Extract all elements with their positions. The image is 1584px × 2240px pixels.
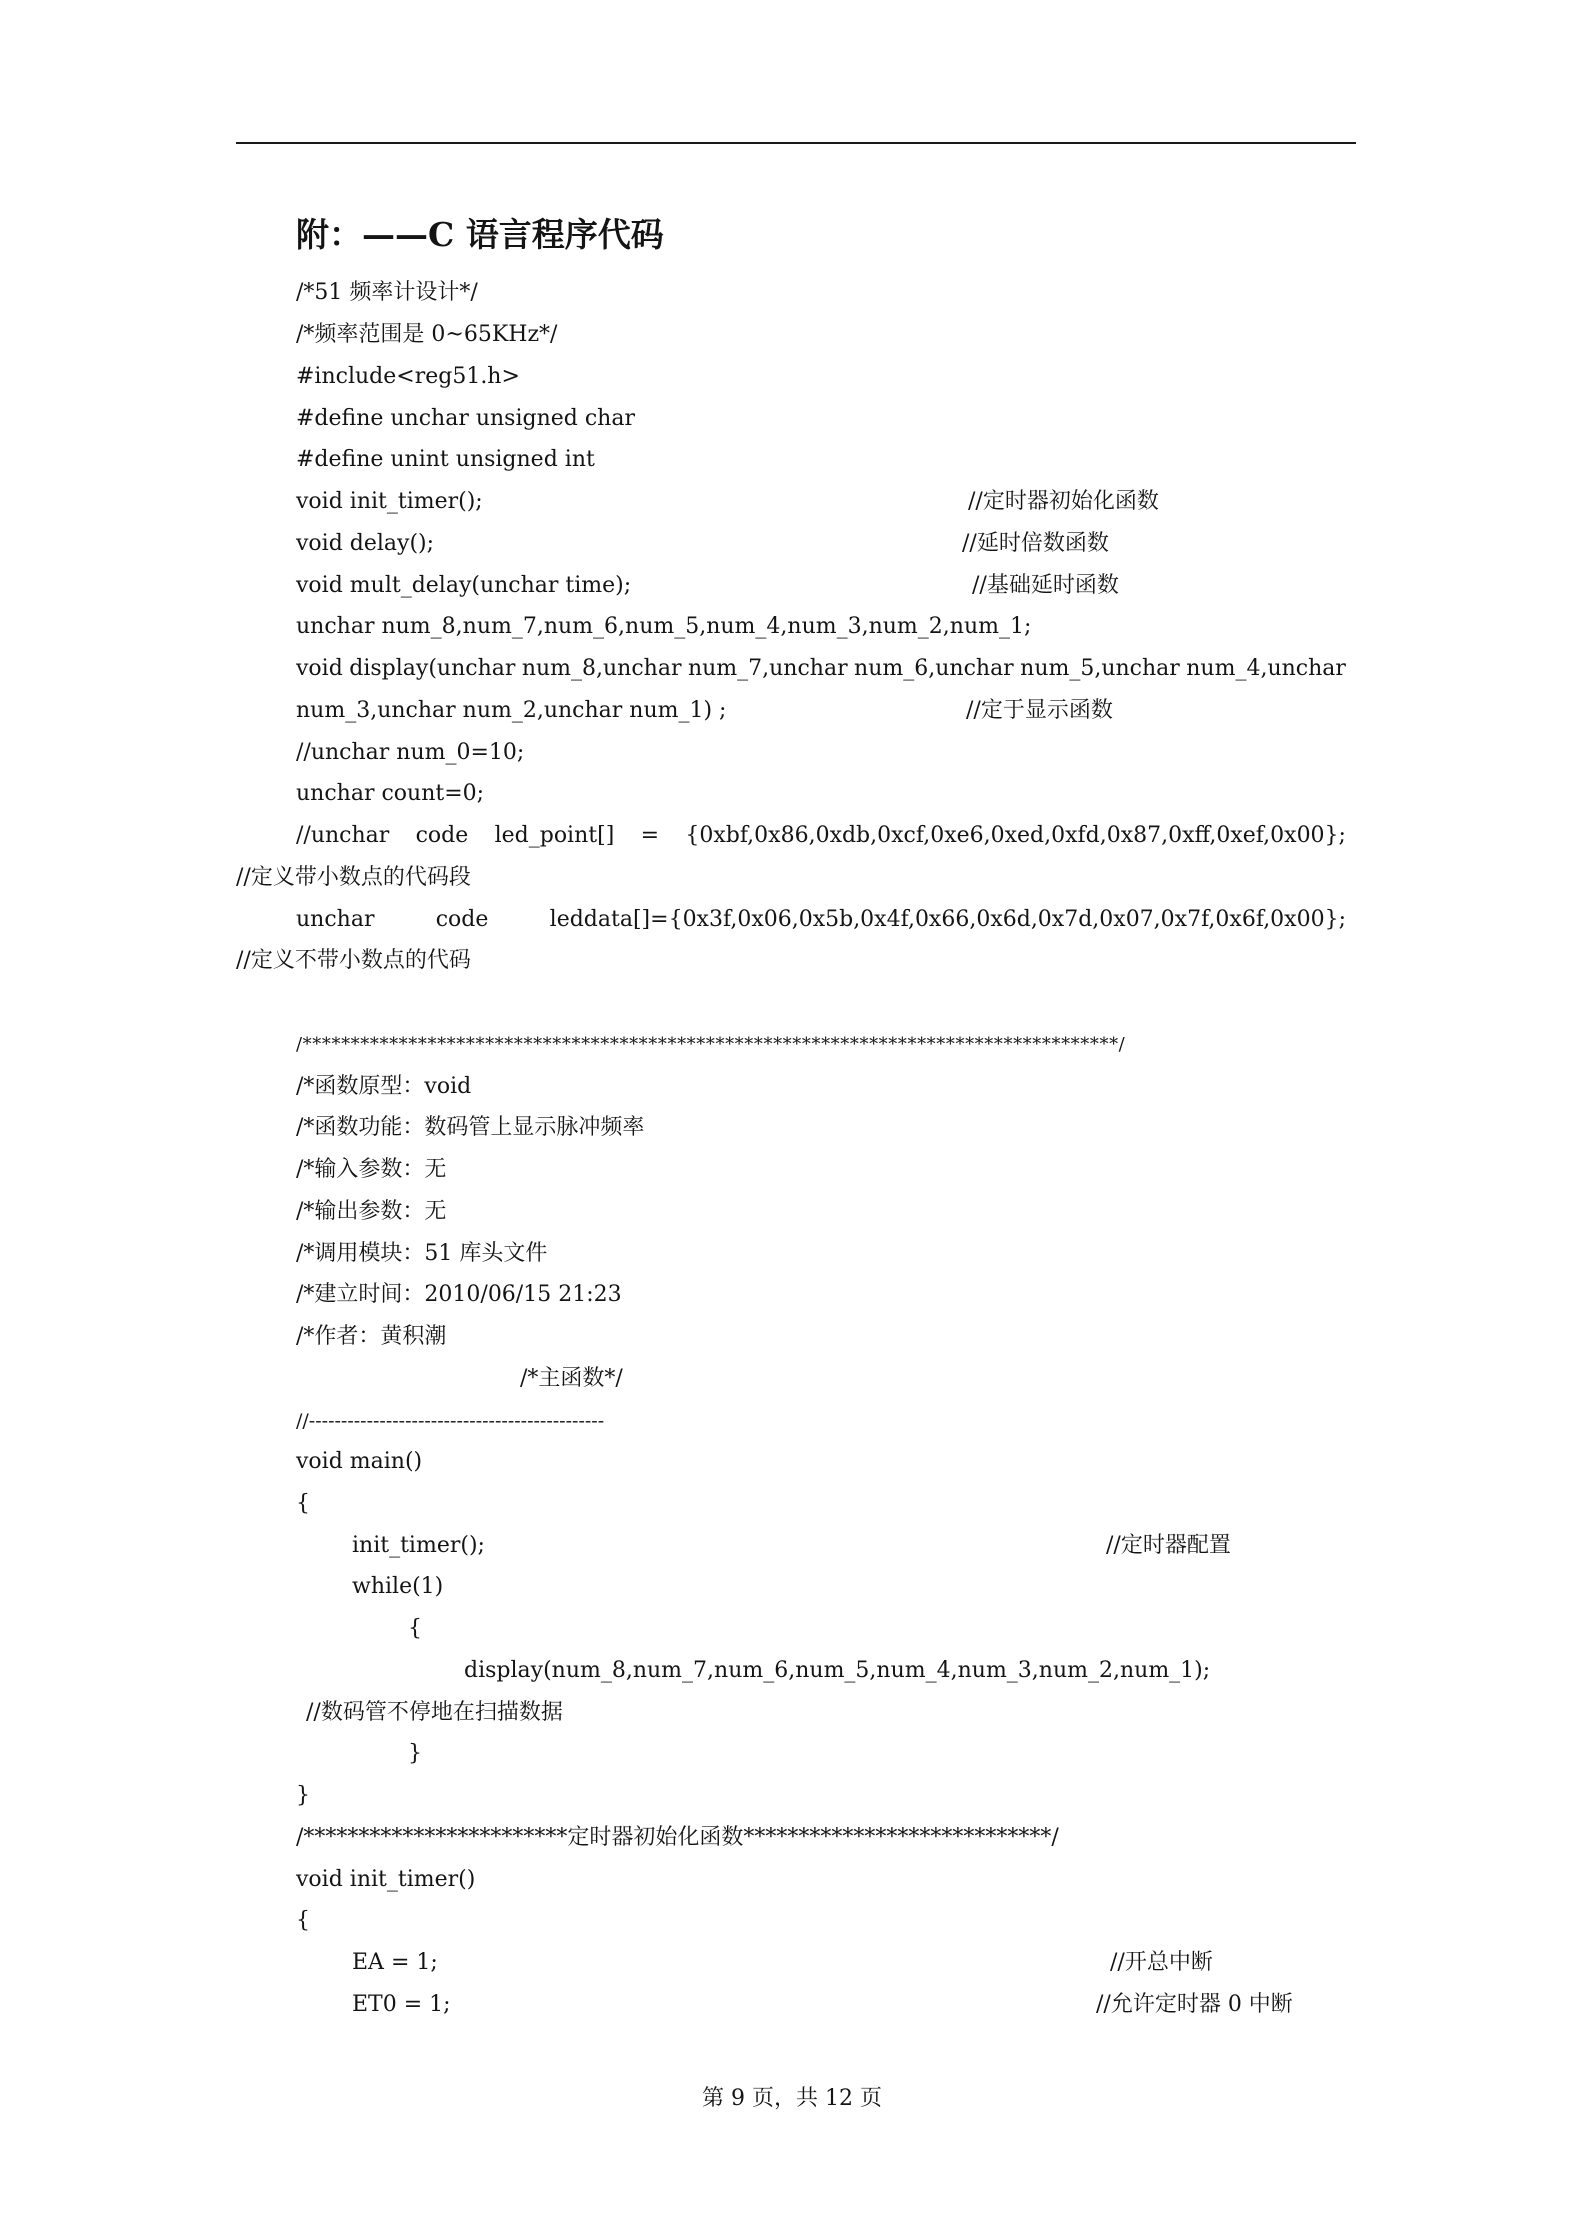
code-line: //unchar num_0=10; — [296, 740, 525, 765]
code-line: /*输出参数：无 — [296, 1199, 447, 1224]
code-line: /*51 频率计设计*/ — [296, 280, 478, 305]
code-line-justified — [296, 652, 1346, 686]
code-line: } — [408, 1741, 422, 1766]
code-line: { — [408, 1616, 422, 1641]
code-line: void mult_delay(unchar time); — [296, 573, 632, 598]
code-line: /*建立时间：2010/06/15 21:23 — [296, 1282, 622, 1307]
code-line: unchar num_8,num_7,num_6,num_5,num_4,num_3,num_2,num_1; — [296, 614, 1032, 639]
code-line: /*主函数*/ — [520, 1366, 623, 1391]
code-line: num_3,unchar num_2,unchar num_1) ; — [296, 698, 727, 723]
code-comment: //开总中断 — [1110, 1950, 1213, 1975]
page-number: 第 9 页，共 12 页 — [702, 2086, 882, 2111]
code-line-justified — [296, 903, 1346, 937]
comment-divider: /*************************************************************************************/ — [296, 1034, 1126, 1055]
code-token: void — [296, 656, 343, 681]
code-line: { — [296, 1491, 310, 1516]
code-token: num_8,unchar — [521, 656, 682, 681]
comment-divider: /************************定时器初始化函数****************************/ — [296, 1825, 1059, 1850]
code-line: ET0 = 1; — [352, 1992, 451, 2017]
code-token: {0xbf,0x86,0xdb,0xcf,0xe6,0xed,0xfd,0x87,0xff,0xef,0x00}; — [685, 823, 1346, 848]
code-line: /*函数原型：void — [296, 1074, 472, 1099]
code-token: //unchar — [296, 823, 390, 848]
code-token: led_point[] — [494, 823, 615, 848]
code-token: code — [415, 823, 469, 848]
code-line: /*调用模块：51 库头文件 — [296, 1241, 548, 1266]
code-line: #include<reg51.h> — [296, 364, 520, 389]
code-line: unchar count=0; — [296, 781, 485, 806]
code-line: void main() — [296, 1449, 423, 1474]
code-comment: //定义带小数点的代码段 — [236, 865, 471, 890]
code-line: EA = 1; — [352, 1950, 438, 1975]
code-token: num_6,unchar — [854, 656, 1014, 681]
code-token: num_5,unchar — [1020, 656, 1180, 681]
code-token: = — [640, 823, 660, 848]
code-line: void delay(); — [296, 531, 435, 556]
code-comment: //基础延时函数 — [972, 573, 1119, 598]
code-token: num_4,unchar — [1186, 656, 1346, 681]
comment-divider: //---------------------------------------------- — [296, 1410, 605, 1432]
code-token: leddata[]={0x3f,0x06,0x5b,0x4f,0x66,0x6d,0x7d,0x07,0x7f,0x6f,0x00}; — [549, 907, 1346, 932]
code-line: #define unchar unsigned char — [296, 406, 635, 431]
code-comment: //数码管不停地在扫描数据 — [306, 1700, 563, 1725]
code-line: void init_timer(); — [296, 489, 483, 514]
code-line: /*输入参数：无 — [296, 1157, 447, 1182]
code-token: display(unchar — [349, 656, 516, 681]
code-line: } — [296, 1783, 310, 1808]
page-title: 附：——C 语言程序代码 — [296, 215, 664, 254]
code-line: /*作者：黄积潮 — [296, 1324, 447, 1349]
code-comment: //延时倍数函数 — [962, 531, 1109, 556]
code-token: code — [435, 907, 489, 932]
code-line: while(1) — [352, 1574, 444, 1599]
code-line: { — [296, 1908, 310, 1933]
code-comment: //定时器初始化函数 — [968, 489, 1159, 514]
code-line-justified — [296, 819, 1346, 853]
code-comment: //允许定时器 0 中断 — [1096, 1992, 1293, 2017]
code-line: #define unint unsigned int — [296, 447, 595, 472]
code-token: num_7,unchar — [687, 656, 848, 681]
code-comment: //定时器配置 — [1106, 1533, 1231, 1558]
code-line: display(num_8,num_7,num_6,num_5,num_4,num_3,num_2,num_1); — [464, 1658, 1211, 1683]
code-line: /*频率范围是 0~65KHz*/ — [296, 322, 558, 347]
code-line: init_timer(); — [352, 1533, 485, 1558]
code-comment: //定于显示函数 — [966, 698, 1113, 723]
code-line: void init_timer() — [296, 1867, 476, 1892]
header-rule — [236, 142, 1356, 144]
code-comment: //定义不带小数点的代码 — [236, 948, 471, 973]
code-token: unchar — [296, 907, 375, 932]
code-line: /*函数功能：数码管上显示脉冲频率 — [296, 1115, 645, 1140]
